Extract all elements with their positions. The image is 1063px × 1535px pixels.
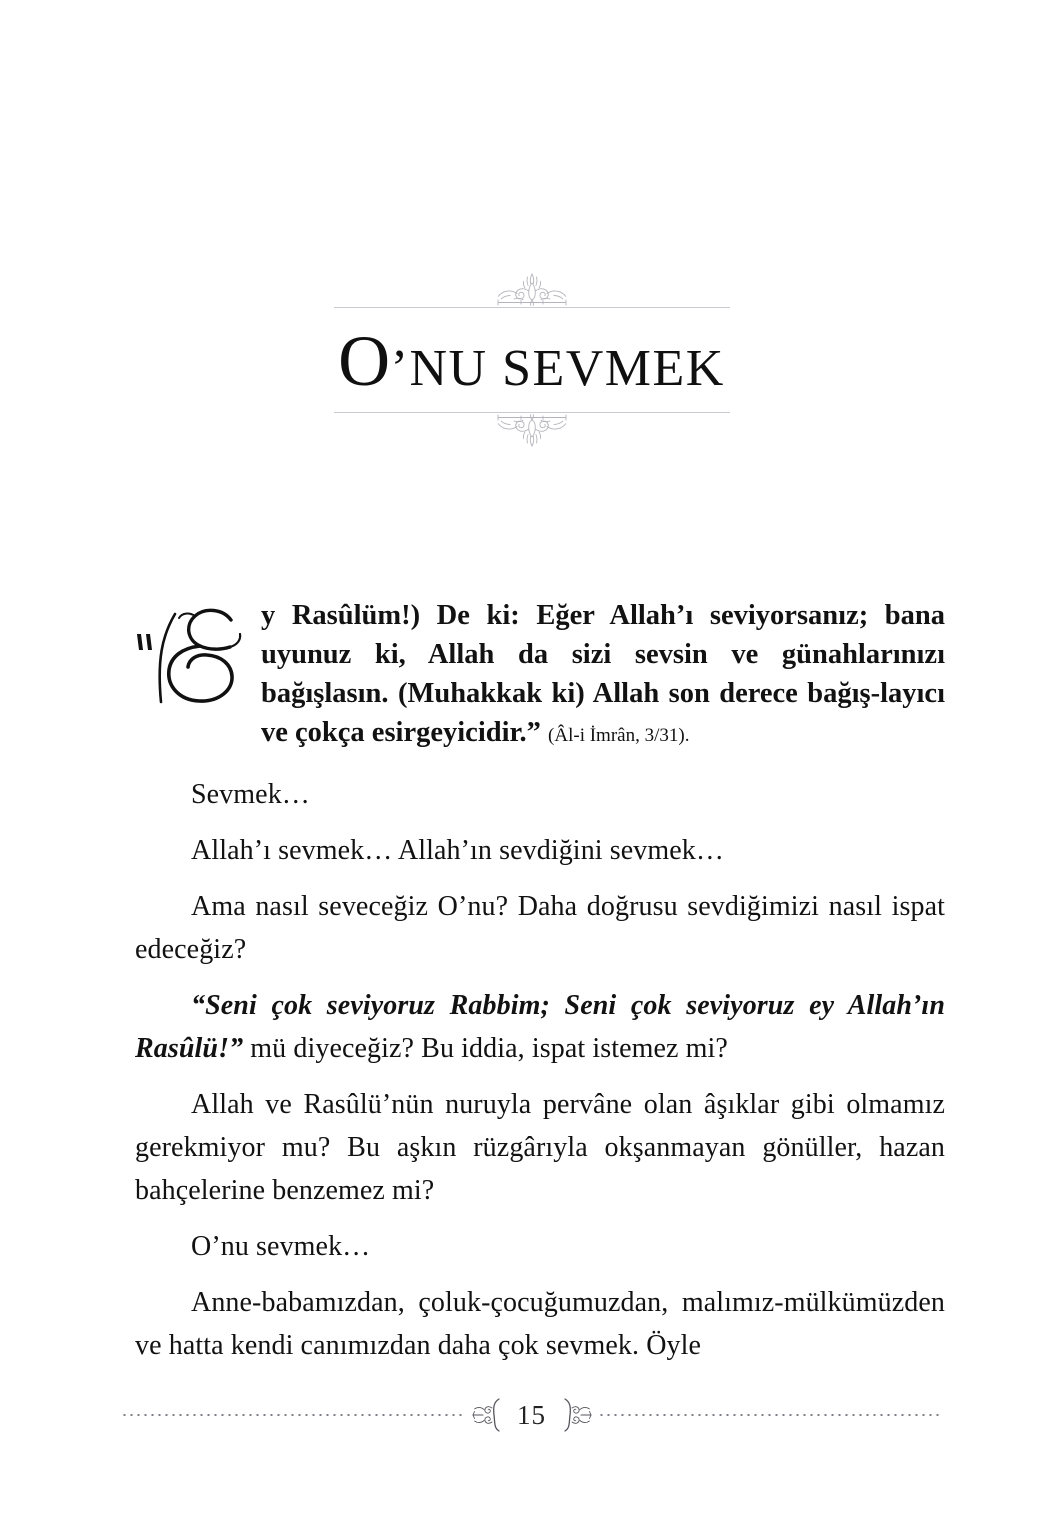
paragraph-onu-sevmek: O’nu sevmek… (191, 1231, 371, 1262)
title-rule-top (334, 272, 730, 318)
paragraph-allahi-sevmek: Allah’ı sevmek… Allah’ın sevdiğini sevmek… (191, 835, 725, 866)
footer-dotted-rule-left (121, 1413, 466, 1417)
ayah-text: y Rasûlüm!) De ki: Eğer Allah’ı seviyorsanız; bana uyunuz ki, Allah da sizi sevsin ve günahlarınızı bağışlasın. (Muhakkak ki) Allah son derece bağış-layıcı ve çokça esirgeyicidir.” (261, 600, 945, 748)
paragraph-allah-ve-rasulu: Allah ve Rasûlü’nün nuruyla pervâne olan âşıklar gibi olmamız gerekmiyor mu? Bu aşkın rüzgârıyla okşanmayan gönüller, hazan bahçelerine benzemez mi? (135, 1089, 945, 1206)
paragraph-anne-babamizdan: Anne-babamızdan, çoluk-çocuğumuzdan, malımız-mülkümüzden ve hatta kendi canımızdan daha çok sevmek. Öyle (135, 1287, 945, 1361)
brace-flourish-right-icon (558, 1396, 592, 1434)
page-footer (0, 1396, 1063, 1434)
page-body (135, 596, 945, 1380)
scrollwork-ornament-up-icon (469, 268, 595, 314)
decorative-dropcap-icon (131, 598, 257, 716)
paragraph-tail: mü diyeceğiz? Bu iddia, ispat istemez mi? (243, 1033, 728, 1064)
chapter-title-block (0, 272, 1063, 446)
page-number: 15 (517, 1399, 546, 1430)
ayah-reference: (Âl-i İmrân, 3/31). (548, 725, 690, 746)
footer-dotted-rule-right (598, 1413, 943, 1417)
paragraph-seni-cok-seviyoruz (135, 984, 945, 1070)
page-title (0, 321, 1063, 401)
scrollwork-ornament-down-icon (469, 406, 595, 452)
paragraph-ama-nasil: Ama nasıl seveceğiz O’nu? Daha doğrusu sevdiğimizi nasıl ispat edeceğiz? (135, 891, 945, 965)
paragraph-sevmek: Sevmek… (191, 779, 310, 810)
brace-flourish-left-icon (472, 1396, 506, 1434)
page-title-smallcaps: ’NU SEVMEK (390, 340, 725, 397)
inline-emphasis-quote: “Seni çok seviyoruz Rabbim; Seni çok seviyoruz ey Allah’ın Rasûlü!” (135, 990, 945, 1064)
page-title-initial: O (338, 321, 391, 401)
title-rule-bottom (334, 400, 730, 446)
ayah-quotation (135, 596, 945, 755)
